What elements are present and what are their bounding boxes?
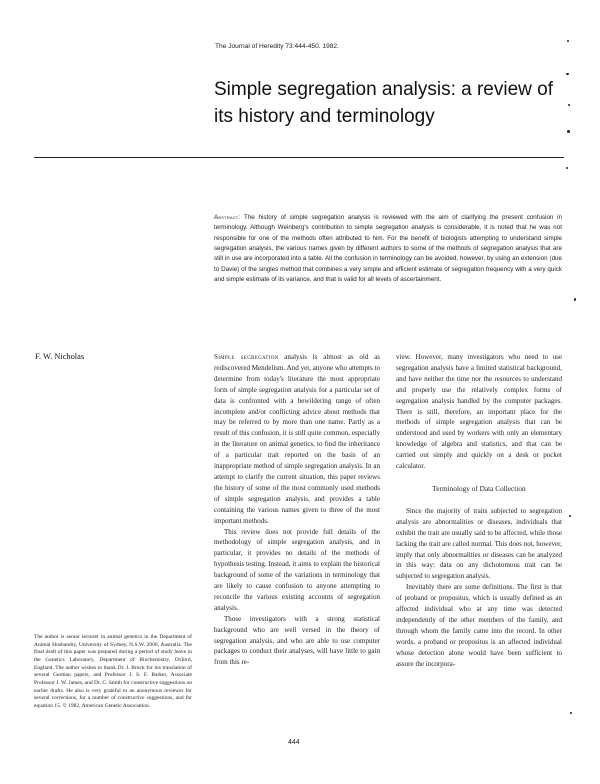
body-paragraph [214, 352, 380, 527]
abstract-text: The history of simple segregation analysis is reviewed with the aim of clarifying the present confusion in terminology. Although Weinberg's contribution to simple segregation analysis is considerable, it is noted that he was not responsible for one of the methods often attributed to him. For the benefit of biologists attempting to understand simple segregation analysis, the various names given by different authors to some of the methods of segregation analysis that are still in use are incorporated into a table. All the confusion in terminology can be avoided, however, by using an extension (due to Davie) of the singles method that combines a very simple and efficient estimate of segregation frequency with a very quick and simple estimate of its variance, and that is valid for all levels of ascertainment. [214, 214, 563, 284]
body-column-right [396, 352, 562, 669]
scan-speck [566, 73, 569, 75]
body-paragraph: This review does not provide full details of the methodology of simple segregation analysis, and in particular, it provides no details of the methods of hypothesis testing. Instead, it aims to explain the historical background of some of the variations in terminology that are likely to cause confusion to anyone attempting to reconcile the various existing accounts of segregation analysis. [214, 527, 380, 612]
abstract [214, 213, 562, 285]
body-paragraph: Since the majority of traits subjected to segregation analysis are abnormalities or diseases, individuals that exhibit the trait are usually said to be affected, while those lacking the trait are called normal. This does not, however, imply that only abnormalities or diseases can be analyzed in this way: data on any dichotomous trait can be subjected to segregation analysis. [396, 506, 562, 581]
scan-speck [568, 104, 570, 106]
author-footnote: The author is senior lecturer in animal genetics in the Department of Animal Husbandry, University of Sydney, N.S.W. 2006, Australia. The final draft of this paper was prepared during a period of study leave in the Genetics Laboratory, Department of Biochemistry, Oxford, England. The author wishes to thank Dr. J. Bruck for his translation of several German papers, and Professor J. S. F. Barker, Associate Professor J. W. James, and Dr. C. Smith for constructive suggestions on earlier drafts. He also is very grateful to an anonymous reviewer for several corrections, for a number of constructive suggestions, and for equation 15. © 1982, American Genetic Association. [34, 634, 192, 709]
abstract-label: Abstract: [214, 214, 241, 221]
body-paragraph: Those investigators with a strong statistical background who are well versed in the theory of segregation analysis, and who are able to use computer packages to conduct their analyses, will have little to gain from this re- [214, 614, 380, 667]
author-name: F. W. Nicholas [35, 352, 85, 361]
scan-speck [566, 167, 568, 169]
section-heading: Terminology of Data Collection [432, 483, 526, 493]
scan-speck [567, 130, 570, 133]
body-paragraph: view. However, many investigators who need to use segregation analysis have a limited statistical background, and have neither the time nor the resources to understand and properly use the relatively complex forms of segregation analysis handled by the computer packages. There is still, therefore, an important place for the methods of simple segregation analysis that can be understood and used by workers with only an elementary knowledge of algebra and statistics, and that can be carried out simply and quickly on a desk or pocket calculator. [396, 353, 562, 471]
body-paragraph: Inevitably there are some definitions. The first is that of proband or propositus, which is usually defined as an affected individual who at any time was detected independently of the other members of the family, and through whom the family came into the record. In other words, a proband or propositus is an affected individual whose detection alone would have been sufficient to assure the incorpora- [396, 583, 562, 668]
scan-speck [567, 40, 569, 42]
article-title: Simple segregation analysis: a review of its history and terminology [214, 79, 554, 127]
journal-reference: The Journal of Heredity 73:444-450. 1982. [215, 43, 339, 50]
paragraph-text: analysis is almost as old as rediscovered Mendelism. And yet, anyone who attempts to determine from today's literature the most appropriate form of simple segregation analysis for a particular set of data is confronted with a bewildering range of often incomplete and/or conflicting advice about methods that may be referred to by more than one name. Partly as a result of this confusion, it is still quite common, especially in the literature on animal genetics, to find the inheritance of a particular trait reported on the basis of an inappropriate method of simple segregation analysis. In an attempt to clarify the current situation, this paper reviews the history of some of the most commonly used methods of simple segregation analysis, and provides a table containing the various names given to three of the most important methods. [214, 353, 380, 525]
scan-speck [569, 515, 571, 517]
lead-smallcaps: Simple segregation [214, 353, 279, 361]
body-column-left [214, 352, 380, 668]
title-rule [34, 157, 564, 158]
scan-speck [570, 712, 572, 714]
page-number: 444 [288, 739, 300, 746]
scan-speck [574, 298, 576, 301]
